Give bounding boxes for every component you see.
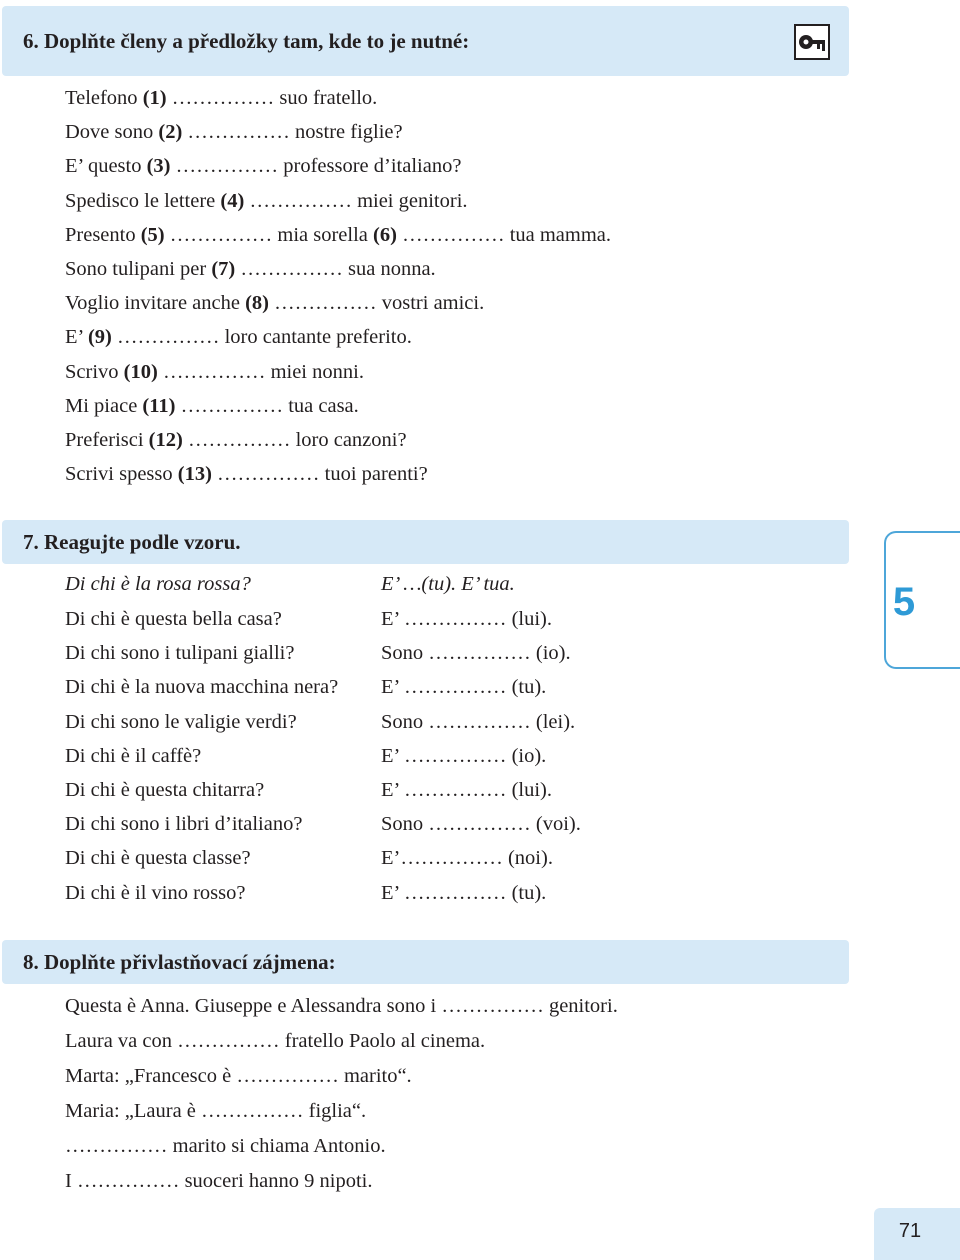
line-text: Scrivo <box>65 360 124 383</box>
item-number: (7) <box>211 258 236 280</box>
line-text: Mi piace <box>65 394 143 417</box>
question: Di chi è la nuova macchina nera? <box>65 676 339 699</box>
item-number: (4) <box>220 189 245 212</box>
exercise-8-line: I …………… suoceri hanno 9 nipoti. <box>65 1170 373 1192</box>
answer: E’ …………… (tu). <box>381 881 547 904</box>
question: Di chi è questa classe? <box>65 847 251 870</box>
exercise-6-line <box>65 290 484 316</box>
line-text: …………… miei nonni. <box>157 360 364 383</box>
exercise-8-header <box>2 940 849 984</box>
answer: Sono …………… (io). <box>381 642 571 665</box>
exercise-6-line <box>65 427 407 453</box>
item-number: (10) <box>123 360 158 383</box>
question: Di chi sono i libri d’italiano? <box>65 813 303 836</box>
line-text: Presento <box>65 223 141 246</box>
answer: E’ …………… (lui). <box>381 779 552 801</box>
exercise-6-line <box>65 393 359 419</box>
line-text: …………… loro cantante preferito. <box>111 326 412 349</box>
exercise-8-line: Marta: „Francesco è …………… marito“. <box>65 1065 412 1087</box>
example-answer: E’ …(tu). E’ tua. <box>381 573 515 595</box>
line-text: …………… nostre figlie? <box>182 121 403 144</box>
line-text: …………… mia sorella <box>164 223 374 246</box>
exercise-6-line <box>65 188 468 214</box>
line-text: E’ <box>65 326 88 349</box>
line-text: …………… miei genitori. <box>244 189 468 212</box>
exercise-6-header <box>2 6 849 76</box>
item-number: (6) <box>373 223 397 246</box>
exercise-6-line <box>65 461 428 487</box>
page-number: 71 <box>898 1220 922 1242</box>
line-text: …………… tuoi parenti? <box>211 463 428 486</box>
line-text: …………… sua nonna. <box>235 258 436 280</box>
exercise-6-line <box>65 359 364 385</box>
question: Di chi sono le valigie verdi? <box>65 710 297 733</box>
exercise-8-title: 8. Doplňte přivlastňovací zájmena: <box>23 949 336 974</box>
line-text: …………… tua mamma. <box>396 223 612 246</box>
exercise-6-line <box>65 256 436 282</box>
line-text: Spedisco le lettere <box>65 189 221 212</box>
answer: Sono …………… (lei). <box>381 710 576 733</box>
answer: E’ …………… (lui). <box>381 608 552 630</box>
item-number: (3) <box>146 155 171 178</box>
exercise-6-line <box>65 119 403 145</box>
answer: E’…………… (noi). <box>381 847 553 870</box>
line-text: …………… vostri amici. <box>269 292 485 315</box>
chapter-number: 5 <box>892 580 916 624</box>
line-text: Voglio invitare anche <box>65 292 246 315</box>
line-text: Scrivi spesso <box>65 463 178 486</box>
question: Di chi è questa chitarra? <box>65 779 265 801</box>
exercise-8-line: Laura va con …………… fratello Paolo al cinema. <box>65 1030 486 1052</box>
item-number: (11) <box>142 394 176 417</box>
line-text: Preferisci <box>65 429 149 451</box>
line-text: …………… professore d’italiano? <box>170 155 462 178</box>
exercise-7-header <box>2 520 849 564</box>
line-text: Dove sono <box>65 121 159 144</box>
line-text: E’ questo <box>65 155 147 178</box>
item-number: (12) <box>148 429 183 451</box>
item-number: (2) <box>158 121 183 144</box>
line-text: Telefono <box>65 87 143 109</box>
key-icon <box>794 24 830 60</box>
question: Di chi sono i tulipani gialli? <box>65 642 295 665</box>
line-text: …………… tua casa. <box>175 394 359 417</box>
exercise-6-line <box>65 153 461 179</box>
item-number: (9) <box>87 326 112 349</box>
answer: E’ …………… (io). <box>381 744 547 767</box>
exercise-6-title: 6. Doplňte členy a předložky tam, kde to je nutné: <box>23 28 470 53</box>
exercise-7-title: 7. Reagujte podle vzoru. <box>23 529 241 554</box>
question: Di chi è questa bella casa? <box>65 608 282 630</box>
exercise-6-line <box>65 324 412 350</box>
line-text: …………… loro canzoni? <box>182 429 407 451</box>
item-number: (1) <box>142 87 167 109</box>
exercise-8-line: Maria: „Laura è …………… figlia“. <box>65 1100 367 1122</box>
question: Di chi è il caffè? <box>65 744 202 767</box>
answer: Sono …………… (voi). <box>381 813 581 836</box>
item-number: (8) <box>245 292 269 315</box>
item-number: (5) <box>140 223 165 246</box>
exercise-6-line <box>65 222 611 248</box>
exercise-8-line: …………… marito si chiama Antonio. <box>65 1135 386 1157</box>
line-text: …………… suo fratello. <box>166 87 378 109</box>
item-number: (13) <box>177 463 212 486</box>
exercise-6-line <box>65 85 377 111</box>
question: Di chi è il vino rosso? <box>65 881 246 904</box>
exercise-8-line: Questa è Anna. Giuseppe e Alessandra sono i …………… genitori. <box>65 995 618 1017</box>
line-text: Sono tulipani per <box>65 258 212 280</box>
example-question: Di chi è la rosa rossa? <box>65 573 251 595</box>
answer: E’ …………… (tu). <box>381 676 547 699</box>
